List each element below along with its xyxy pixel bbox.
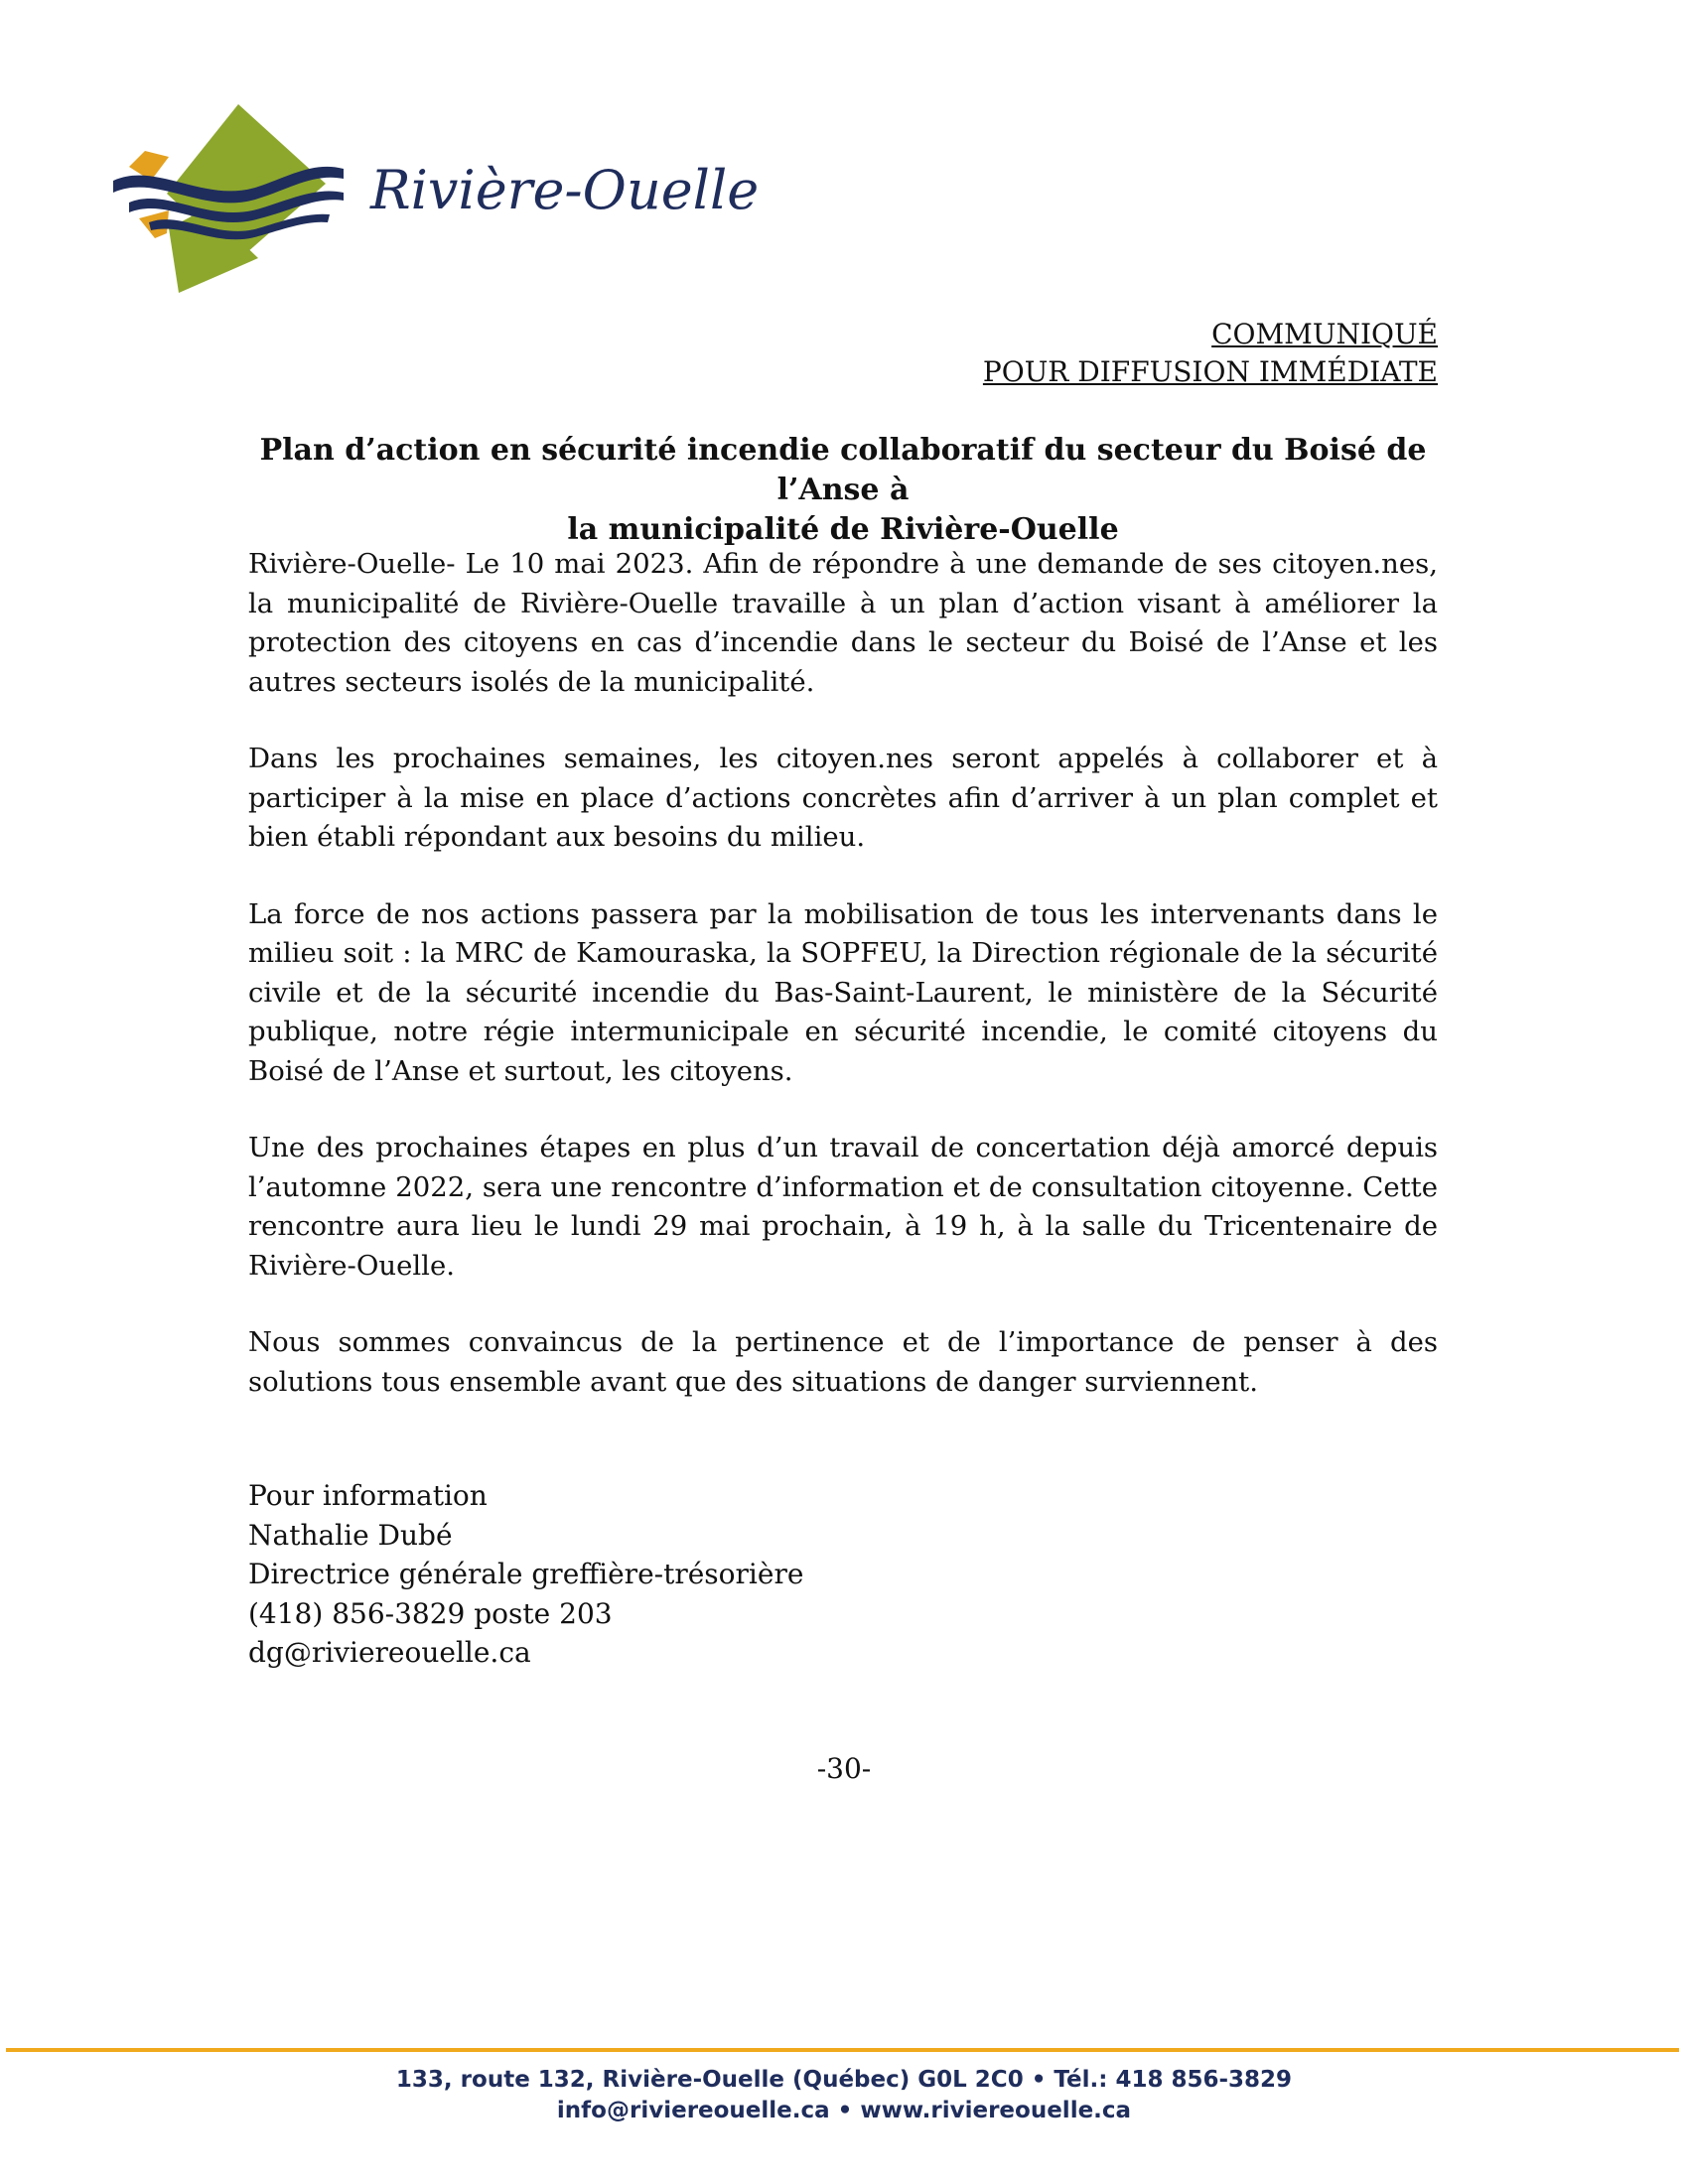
body-paragraph: La force de nos actions passera par la mobilisation de tous les intervenants dans le milieu soit : la MRC de Kamouraska, la SOPFEU, la Direction régionale de la sécurité civile et de la sécurité incendie du Bas-Saint-Laurent, le ministère de la Sécurité publique, notre régie intermunicipale en sécurité incendie, le comité citoyens du Boisé de l’Anse et surtout, les citoyens.: [248, 897, 1438, 1087]
document-title: [248, 431, 1438, 550]
body-paragraph: Rivière-Ouelle- Le 10 mai 2023. Afin de répondre à une demande de ses citoyen.nes, la municipalité de Rivière-Ouelle travaille à un plan d’action visant à améliorer la protection des citoyens en cas d’incendie dans le secteur du Boisé de l’Anse et les autres secteurs isolés de la municipalité.: [248, 548, 1438, 698]
body-paragraph: Nous sommes convaincus de la pertinence et de l’importance de penser à des solutions tous ensemble avant que des situations de danger surviennent.: [248, 1326, 1438, 1398]
footer-web: info@riviereouelle.ca • www.riviereouelle.ca: [556, 2098, 1132, 2123]
title-line-2: la municipalité de Rivière-Ouelle: [567, 512, 1119, 547]
end-marker: -30-: [816, 1752, 872, 1785]
footer-divider: [6, 2048, 1679, 2052]
municipality-logo: [109, 99, 765, 298]
contact-email: dg@riviereouelle.ca: [248, 1636, 531, 1669]
contact-block: [248, 1476, 803, 1673]
document-body: [248, 545, 1438, 1439]
footer-address: 133, route 132, Rivière-Ouelle (Québec) G0L 2C0 • Tél.: 418 856-3829: [395, 2067, 1293, 2093]
title-line-1: Plan d’action en sécurité incendie collaboratif du secteur du Boisé de l’Anse à: [259, 433, 1427, 507]
contact-name: Nathalie Dubé: [248, 1518, 453, 1552]
immediate-release-label: POUR DIFFUSION IMMÉDIATE: [982, 355, 1438, 388]
body-paragraph: Dans les prochaines semaines, les citoyen.nes seront appelés à collaborer et à participer à la mise en place d’actions concrètes afin d’arriver à un plan complet et bien établi répondant aux besoins du milieu.: [248, 743, 1438, 853]
logo-mark-icon: [109, 99, 367, 298]
contact-role: Directrice générale greffière-trésorière: [248, 1558, 804, 1590]
contact-phone: (418) 856-3829 poste 203: [248, 1596, 613, 1630]
body-paragraph: Une des prochaines étapes en plus d’un travail de concertation déjà amorcé depuis l’automne 2022, sera une rencontre d’information et de consultation citoyenne. Cette rencontre aura lieu le lundi 29 mai prochain, à 19 h, à la salle du Tricentenaire de Rivière-Ouelle.: [248, 1132, 1438, 1282]
communique-label: COMMUNIQUÉ: [1211, 318, 1438, 350]
release-header: [983, 316, 1438, 391]
logo-wordmark: Rivière-Ouelle: [370, 159, 760, 221]
footer: [0, 2065, 1688, 2126]
contact-heading: Pour information: [248, 1479, 488, 1512]
